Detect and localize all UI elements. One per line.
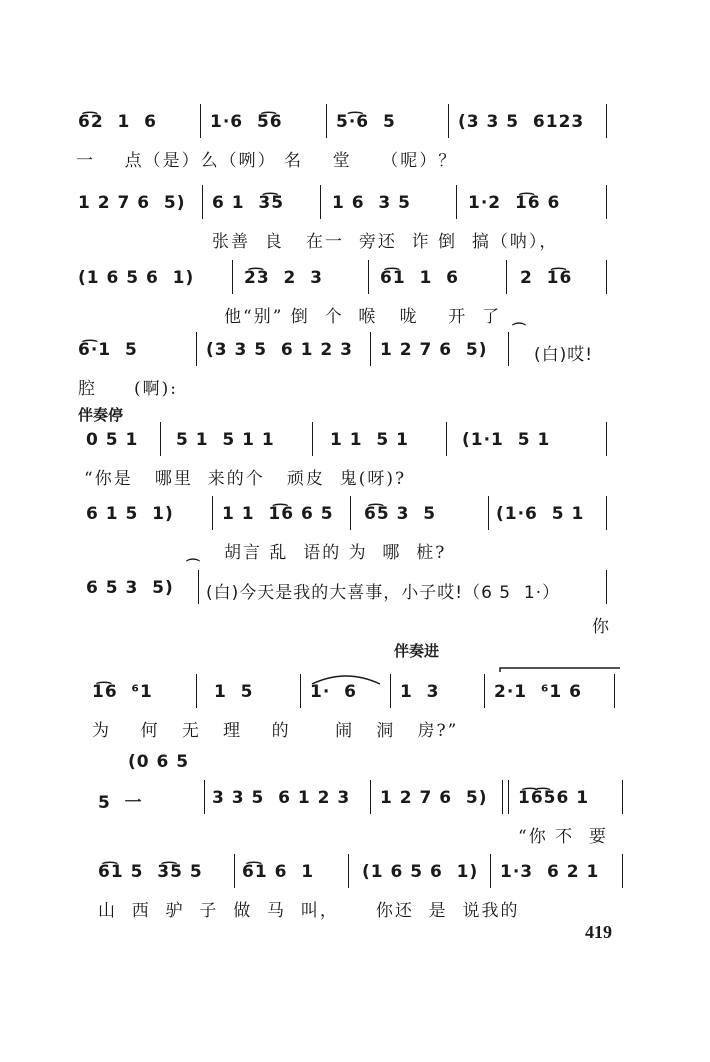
measure: 1 5 bbox=[214, 682, 254, 702]
notation-line bbox=[0, 430, 710, 460]
measure: (1 6 5 6 1) bbox=[78, 268, 195, 288]
bar-line bbox=[508, 780, 509, 814]
measure: 6 5 3 5) bbox=[86, 578, 174, 598]
measure: 6 1 5 1) bbox=[86, 504, 174, 524]
notation-line bbox=[0, 682, 710, 712]
measure: 1 2 7 6 5) bbox=[78, 193, 186, 213]
measure: 1·6 5͡6 bbox=[210, 112, 283, 132]
bar-line bbox=[234, 854, 235, 888]
lyric-line: 张善 良 在一 旁还 诈 倒 搞（呐）， bbox=[212, 232, 559, 252]
bar-line bbox=[390, 674, 391, 708]
measure: 1 1 5 1 bbox=[330, 430, 409, 450]
fermata-icon: ⌒ bbox=[512, 323, 527, 339]
notation-line bbox=[0, 559, 710, 608]
bar-line bbox=[212, 496, 213, 530]
measure: (1·6 5 1 bbox=[496, 504, 585, 524]
bar-line bbox=[622, 780, 623, 814]
lyric-line: “你 不 要 bbox=[518, 827, 608, 847]
measure: 6͡1 5 3͡5 5 bbox=[98, 862, 203, 882]
notation-line bbox=[0, 323, 710, 370]
lyric-line: 腔 (啊): bbox=[78, 379, 179, 399]
notation-line bbox=[0, 112, 710, 142]
section-label: 伴奏停 bbox=[78, 406, 124, 424]
measure: (0 6 5 bbox=[128, 752, 190, 772]
measure: 1 3 bbox=[400, 682, 440, 702]
bar-line bbox=[488, 496, 489, 530]
bar-line bbox=[448, 104, 449, 138]
bar-line bbox=[300, 674, 301, 708]
measure: 2 1͡6 bbox=[520, 268, 573, 288]
bar-line bbox=[160, 422, 161, 456]
measure: (3 3 5 6 1 2 3 bbox=[206, 340, 353, 360]
section-label: 伴奏进 bbox=[394, 642, 440, 660]
lyric-line: 为 何 无 理 的 闹 洞 房?” bbox=[92, 721, 459, 741]
lyric-line: “你是 哪里 来的个 顽皮 鬼(呀)? bbox=[84, 469, 407, 489]
measure: (1 6 5 6 1) bbox=[362, 862, 479, 882]
measure: 2·1 ⁶1 6 bbox=[494, 682, 582, 702]
lyric-line: 一 点（是）么（咧） 名 堂 （呢）？ bbox=[76, 151, 458, 171]
bar-line bbox=[490, 854, 491, 888]
measure: 1· 6 bbox=[310, 682, 357, 702]
bar-line bbox=[202, 185, 203, 219]
bar-line bbox=[204, 780, 205, 814]
measure: 5·͡6 5 bbox=[336, 112, 396, 132]
bar-line bbox=[606, 104, 607, 138]
measure: 1͡6 ⁶1 bbox=[92, 682, 153, 702]
measure: 0 5 1 bbox=[86, 430, 139, 450]
bar-line bbox=[350, 496, 351, 530]
measure: 6͡5 3 5 bbox=[364, 504, 437, 524]
bar-line bbox=[320, 185, 321, 219]
notation-line bbox=[0, 504, 710, 534]
bar-line bbox=[508, 332, 509, 366]
bar-line bbox=[606, 422, 607, 456]
spoken-text: (白)哎! bbox=[534, 345, 594, 365]
bar-line bbox=[506, 260, 507, 294]
bar-line bbox=[606, 185, 607, 219]
page-number: 419 bbox=[585, 922, 612, 942]
bar-line bbox=[196, 674, 197, 708]
measure: 6͡1 6 1 bbox=[242, 862, 315, 882]
notation-pickup bbox=[0, 752, 710, 782]
bar-line bbox=[606, 496, 607, 530]
measure: 1 2 7 6 5) bbox=[380, 788, 488, 808]
bar-line bbox=[200, 104, 201, 138]
measure: 1 2 7 6 5) bbox=[380, 340, 488, 360]
bar-line bbox=[196, 332, 197, 366]
measure: 1 1 1͡6 6 5 bbox=[222, 504, 334, 524]
bar-line bbox=[606, 260, 607, 294]
bar-line bbox=[370, 332, 371, 366]
measure: (1·1 5 1 bbox=[462, 430, 551, 450]
bar-line bbox=[484, 674, 485, 708]
bar-line bbox=[198, 570, 199, 604]
measure: 6͡1 1 6 bbox=[380, 268, 459, 288]
measure: (3 3 5 6123 bbox=[458, 112, 585, 132]
measure: 5 1 5 1 1 bbox=[176, 430, 275, 450]
bar-line bbox=[502, 780, 503, 814]
measure: 6͡2 1 6 bbox=[78, 112, 157, 132]
measure: 1·2 1͡6 6 bbox=[468, 193, 561, 213]
bar-line bbox=[456, 185, 457, 219]
measure: 1͡6͡56 1 bbox=[518, 788, 590, 808]
bar-line bbox=[312, 422, 313, 456]
notation-line bbox=[0, 788, 710, 818]
bar-line bbox=[348, 854, 349, 888]
notation-line bbox=[0, 862, 710, 892]
bar-line bbox=[606, 570, 607, 604]
measure: 6͡·1 5 bbox=[78, 340, 138, 360]
bar-line bbox=[326, 104, 327, 138]
bar-line bbox=[614, 674, 615, 708]
measure: 1 6 3 5 bbox=[332, 193, 411, 213]
measure: 2͡3 2 3 bbox=[244, 268, 323, 288]
lyric-line: 他“别” 倒 个 喉 咙 开 了 bbox=[224, 307, 502, 327]
spoken-text: (白)今天是我的大喜事，小子哎!（6 5 1·） bbox=[206, 583, 561, 603]
lyric-line: 胡言 乱 语的 为 哪 桩? bbox=[224, 543, 447, 563]
notation-line bbox=[0, 268, 710, 298]
measure: 1·3 6 2 1 bbox=[500, 862, 600, 882]
measure: 5 一 bbox=[98, 793, 143, 813]
notation-line bbox=[0, 193, 710, 223]
lyric-line: 山 西 驴 子 做 马 叫， 你还 是 说我的 bbox=[98, 901, 520, 921]
lyric-line: 你 bbox=[592, 617, 611, 637]
measure: 3 3 5 6 1 2 3 bbox=[212, 788, 351, 808]
fermata-icon: ⌒ bbox=[186, 559, 201, 575]
bar-line bbox=[232, 260, 233, 294]
bar-line bbox=[368, 260, 369, 294]
bar-line bbox=[622, 854, 623, 888]
bar-line bbox=[446, 422, 447, 456]
bar-line bbox=[370, 780, 371, 814]
measure: 6 1 3͡5 bbox=[212, 193, 285, 213]
